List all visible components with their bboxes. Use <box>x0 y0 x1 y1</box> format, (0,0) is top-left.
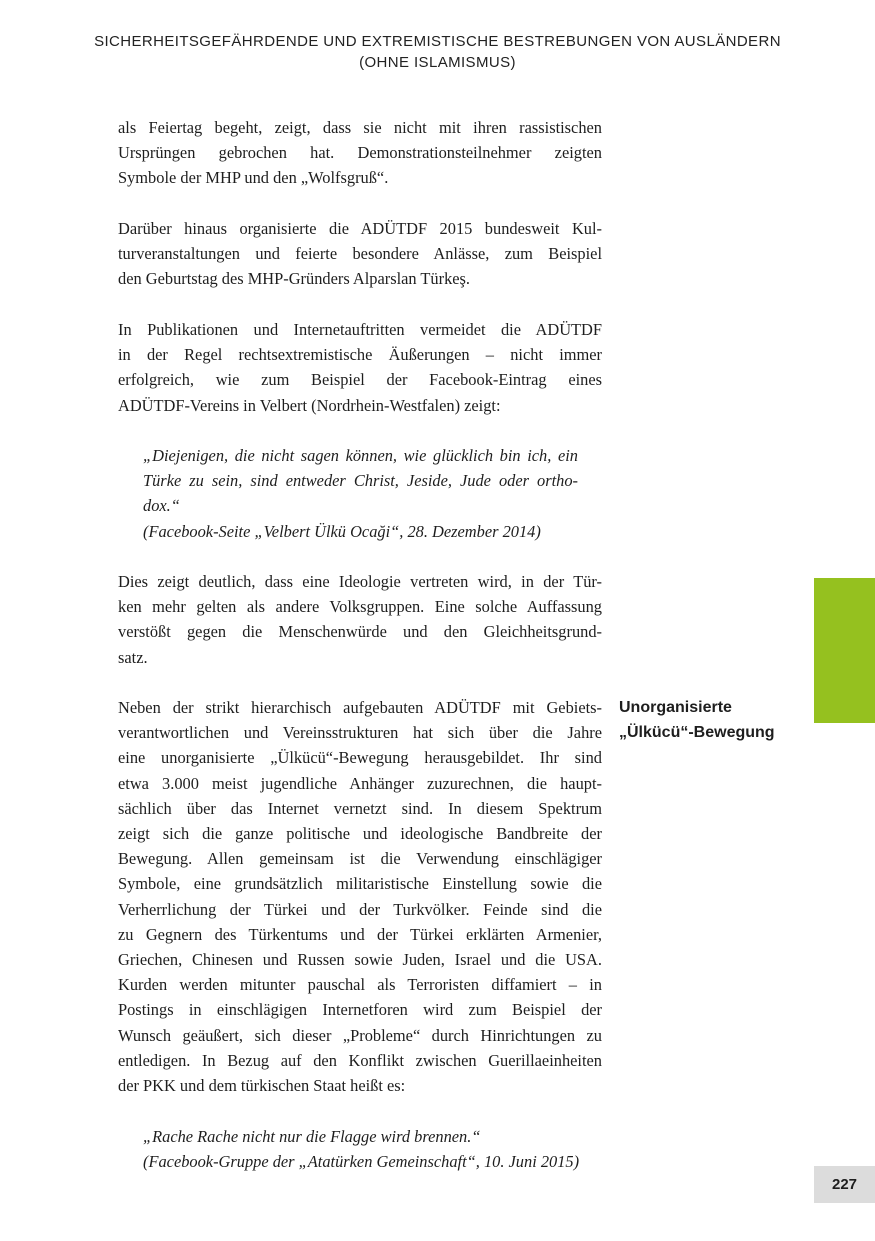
text-line: In Publikationen und Internetauftritten vermeidet die ADÜTDF <box>118 320 602 339</box>
paragraph-4 <box>118 569 602 670</box>
text-line: Symbole der MHP und den „Wolfsgruß“. <box>118 168 389 188</box>
text-line: Dies zeigt deutlich, dass eine Ideologie vertreten wird, in der Tür- <box>118 572 602 591</box>
text-line: zu Gegnern des Türkentums und der Türkei erklärten Armenier, <box>118 924 602 944</box>
text-line: den Geburtstag des MHP-Gründers Alparslan Türkeş. <box>118 269 471 289</box>
quote-line: „Rache Rache nicht nur die Flagge wird brennen.“ <box>143 1127 481 1146</box>
margin-heading-line-1: Unorganisierte <box>619 699 732 716</box>
text-line: in der Regel rechtsextremistische Äußerungen – nicht immer <box>118 345 602 365</box>
text-line: ken mehr gelten als andere Volksgruppen. Eine solche Auffassung <box>118 597 602 617</box>
text-line: Ursprüngen gebrochen hat. Demonstrationsteilnehmer zeigten <box>118 143 602 163</box>
quote-line: Türke zu sein, sind entweder Christ, Jeside, Jude oder ortho- <box>143 471 578 491</box>
text-line: ADÜTDF-Vereins in Velbert (Nordrhein-Westfalen) zeigt: <box>118 395 501 415</box>
text-line: Bewegung. Allen gemeinsam ist die Verwendung einschlägiger <box>118 849 602 869</box>
text-line: Wunsch geäußert, sich dieser „Probleme“ durch Hinrichtungen zu <box>118 1025 602 1045</box>
page-number: 227 <box>831 1176 858 1193</box>
paragraph-1 <box>118 115 602 191</box>
running-header-line-2: (OHNE ISLAMISMUS) <box>359 54 516 71</box>
quote-source: (Facebook-Seite „Velbert Ülkü Ocaği“, 28. Dezember 2014) <box>143 521 541 541</box>
text-line: Kurden werden mitunter pauschal als Terroristen diffamiert – in <box>118 975 602 995</box>
chapter-tab-marker <box>814 578 875 723</box>
text-line: der PKK und dem türkischen Staat heißt es: <box>118 1076 406 1096</box>
block-quote-1 <box>143 443 578 544</box>
text-line: sächlich über das Internet vernetzt sind. In diesem Spektrum <box>118 798 602 818</box>
quote-line: dox.“ <box>143 496 180 516</box>
text-line: eine unorganisierte „Ülkücü“-Bewegung herausgebildet. Ihr sind <box>118 748 602 768</box>
text-line: verantwortlichen und Vereinsstrukturen hat sich über die Jahre <box>118 723 602 743</box>
margin-heading-line-2: „Ülkücü“-Bewegung <box>619 724 775 741</box>
text-line: satz. <box>118 647 148 667</box>
paragraph-5 <box>118 695 602 1098</box>
text-line: Griechen, Chinesen und Russen sowie Juden, Israel und die USA. <box>118 950 602 970</box>
text-line: als Feiertag begeht, zeigt, dass sie nicht mit ihren rassistischen <box>118 118 602 137</box>
running-header-line-1: SICHERHEITSGEFÄHRDENDE UND EXTREMISTISCHE BESTREBUNGEN VON AUSLÄNDERN <box>94 33 781 50</box>
text-line: zeigt sich die ganze politische und ideologische Bandbreite der <box>118 824 602 844</box>
text-line: Symbole, eine grundsätzlich militaristische Einstellung sowie die <box>118 874 602 894</box>
text-line: etwa 3.000 meist jugendliche Anhänger zuzurechnen, die haupt- <box>118 773 602 793</box>
page-number-box <box>814 1166 875 1203</box>
text-line: erfolgreich, wie zum Beispiel der Facebook-Eintrag eines <box>118 370 602 390</box>
text-line: verstößt gegen die Menschenwürde und den Gleichheitsgrund- <box>118 622 602 642</box>
text-line: Darüber hinaus organisierte die ADÜTDF 2015 bundesweit Kul- <box>118 219 602 238</box>
text-line: Verherrlichung der Türkei und der Turkvölker. Feinde sind die <box>118 899 602 919</box>
running-header <box>0 31 875 73</box>
block-quote-2 <box>143 1124 578 1174</box>
text-line: Postings in einschlägigen Internetforen wird zum Beispiel der <box>118 1000 602 1020</box>
margin-heading <box>619 695 775 745</box>
text-line: entledigen. In Bezug auf den Konflikt zwischen Guerillaeinheiten <box>118 1050 602 1070</box>
quote-line: „Diejenigen, die nicht sagen können, wie glücklich bin ich, ein <box>143 446 578 465</box>
text-line: turveranstaltungen und feierte besondere Anlässe, zum Beispiel <box>118 244 602 264</box>
paragraph-2 <box>118 216 602 292</box>
text-line: Neben der strikt hierarchisch aufgebauten ADÜTDF mit Gebiets- <box>118 698 602 717</box>
quote-source: (Facebook-Gruppe der „Atatürken Gemeinschaft“, 10. Juni 2015) <box>143 1152 580 1172</box>
paragraph-3 <box>118 317 602 418</box>
